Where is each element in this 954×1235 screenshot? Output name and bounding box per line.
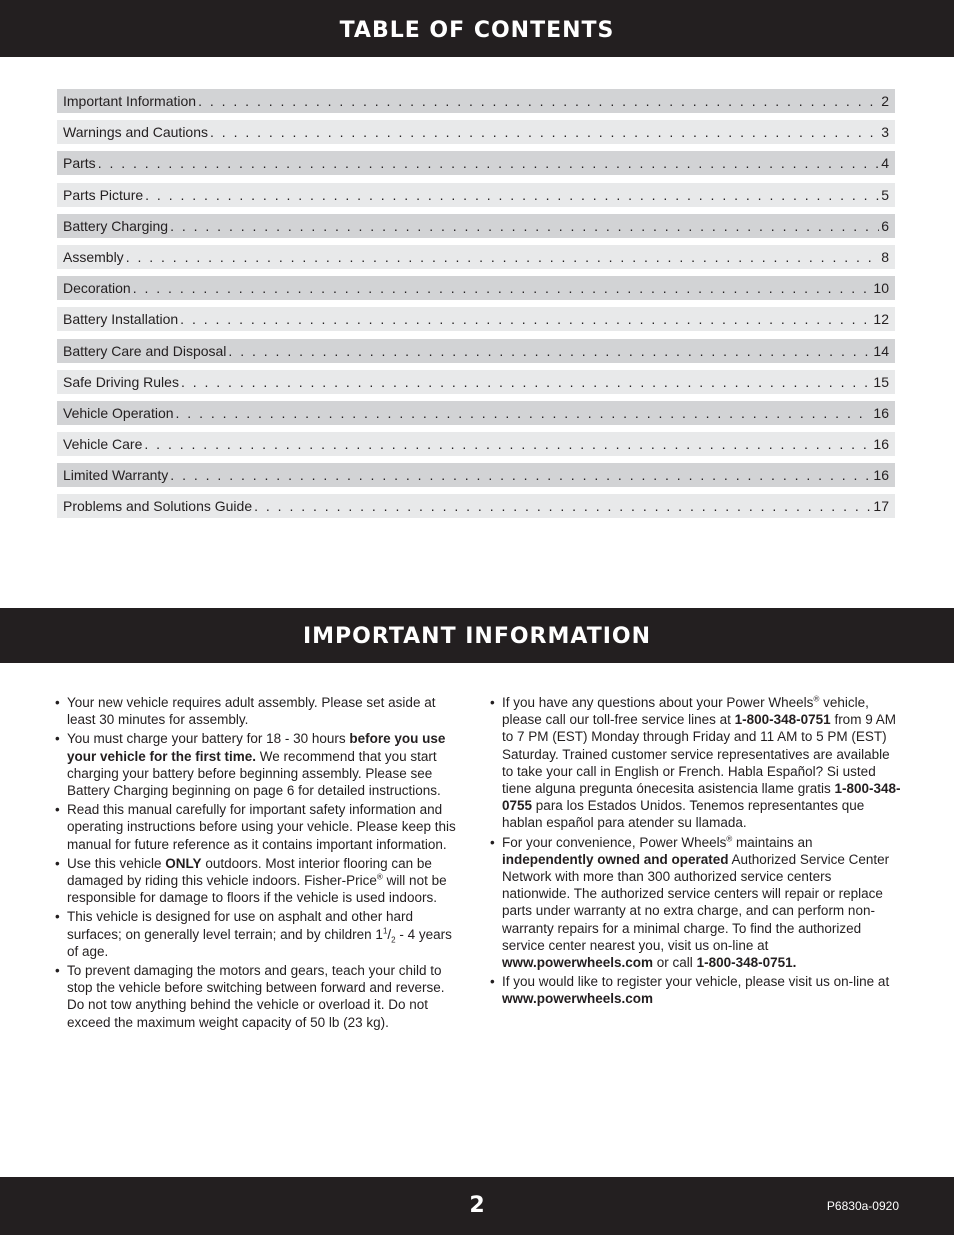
toc-entry-page: 16 xyxy=(873,467,889,484)
phone-number-spanish: 1-800-348-0755 xyxy=(502,781,901,814)
toc-leader-dots xyxy=(228,343,871,359)
toc-entry[interactable] xyxy=(57,339,895,363)
info-bullet-assembly: • Your new vehicle requires adult assembly. Please set aside at least 30 minutes for assembly. xyxy=(55,694,465,728)
toc-entry-page: 6 xyxy=(881,217,889,234)
website-link[interactable]: www.powerwheels.com xyxy=(502,955,654,971)
info-bullet-read-manual: • Read this manual carefully for important safety information and operating instructions before using your vehicle. Please keep this manual for future reference as it contains important information. xyxy=(55,801,465,853)
toc-leader-dots xyxy=(145,187,879,203)
toc-entry[interactable] xyxy=(57,214,895,238)
toc-entry-title: Battery Care and Disposal xyxy=(63,342,227,359)
toc-entry[interactable] xyxy=(57,120,895,144)
page-footer xyxy=(0,1177,954,1235)
toc-leader-dots xyxy=(98,155,880,171)
toc-entry-title: Warnings and Cautions xyxy=(63,124,209,141)
toc-entry-page: 10 xyxy=(873,280,889,297)
toc-entry[interactable] xyxy=(57,494,895,518)
toc-entry-title: Parts Picture xyxy=(63,186,144,203)
toc-entry[interactable] xyxy=(57,463,895,487)
toc-entry-title: Safe Driving Rules xyxy=(63,373,179,390)
toc-entry-page: 5 xyxy=(881,186,889,203)
toc-entry[interactable] xyxy=(57,432,895,456)
info-bullet-motors: • To prevent damaging the motors and gears, teach your child to stop the vehicle before switching between forward and reverse. Do not tow anything behind the vehicle or overload it. Do not exceed the maximum weight capacity of 50 lb (23 kg). xyxy=(55,962,465,1031)
toc-entry-title: Important Information xyxy=(63,93,197,109)
toc-entry-page: 12 xyxy=(873,311,889,328)
info-right-column xyxy=(490,694,902,1010)
page-number: 2 xyxy=(469,1193,485,1218)
toc-entry-title: Battery Charging xyxy=(63,217,169,234)
phone-number: 1-800-348-0751 xyxy=(734,712,831,728)
info-bullet-charging: • You must charge your battery for 18 - 30 hours before you use your vehicle for the first time. We recommend that you start charging your battery before beginning assembly. Please see Battery Charging beginning on page 6 for detailed instructions. xyxy=(55,730,465,799)
phone-number: 1-800-348-0751. xyxy=(696,955,797,971)
toc-entry-page: 8 xyxy=(881,248,889,265)
toc-entry-title: Vehicle Care xyxy=(63,436,143,453)
toc-leader-dots xyxy=(180,311,871,327)
toc-entry[interactable] xyxy=(57,370,895,394)
document-code: P6830a-0920 xyxy=(826,1199,899,1213)
toc-entry-page: 3 xyxy=(881,124,889,141)
toc-leader-dots xyxy=(181,374,871,390)
toc-heading: TABLE OF CONTENTS xyxy=(339,18,615,43)
toc-entry-page: 16 xyxy=(873,404,889,421)
info-left-column xyxy=(55,694,465,1033)
toc-entry-title: Battery Installation xyxy=(63,311,179,328)
toc-entry[interactable] xyxy=(57,151,895,175)
toc-entry-page: 15 xyxy=(873,373,889,390)
toc-entry-page: 16 xyxy=(873,436,889,453)
important-info-heading: IMPORTANT INFORMATION xyxy=(302,624,652,649)
toc-leader-dots xyxy=(126,249,880,265)
info-bullet-service-centers: • For your convenience, Power Wheels® maintains an independently owned and operated Authorized Service Center Network with more than 300 authorized service centers nationwide. The authorized service centers will repair or replace parts under warranty at no extra charge, and can perform non-warranty repairs for a minimal charge. To find the authorized service center nearest you, visit us on-line at www.powerwheels.com or call 1-800-348-0751. xyxy=(490,834,902,972)
info-bullet-terrain: • This vehicle is designed for use on asphalt and other hard surfaces; on generally level terrain; and by children $1^1/_2 - 4$ years of age. xyxy=(55,908,465,960)
toc-entry-page: 4 xyxy=(881,155,889,172)
toc-entry[interactable] xyxy=(57,183,895,207)
toc-entry-page: 2 xyxy=(881,93,889,109)
toc-entry[interactable] xyxy=(57,401,895,425)
info-bullet-register: • If you would like to register your vehicle, please visit us on-line at www.powerwheels.com xyxy=(490,973,902,1007)
info-bullet-questions: • If you have any questions about your Power Wheels® vehicle, please call our toll-free service lines at 1-800-348-0751 from 9 AM to 7 PM (EST) Monday through Friday and 11 AM to 5 PM (EST) Saturday. Trained customer service representatives are available to take your call in English or French. Habla Español? Si usted tiene alguna pregunta ónecesita asistencia llame gratis 1-800-348-0755 para los Estados Unidos. Tenemos representantes que hablan español para atender su llamada. xyxy=(490,694,902,832)
toc-entry-page: 17 xyxy=(873,498,889,515)
toc-entry-title: Decoration xyxy=(63,280,131,297)
important-info-heading-banner xyxy=(0,608,954,663)
toc-entry-title: Assembly xyxy=(63,248,124,265)
toc-leader-dots xyxy=(133,280,872,296)
toc-entry[interactable] xyxy=(57,276,895,300)
toc-entry-page: 14 xyxy=(873,342,889,359)
toc-leader-dots xyxy=(176,405,872,421)
toc-leader-dots xyxy=(210,124,879,140)
toc-entry-title: Parts xyxy=(63,155,96,172)
toc-entry[interactable] xyxy=(57,89,895,113)
toc-entry-title: Problems and Solutions Guide xyxy=(63,498,253,515)
toc-leader-dots xyxy=(170,218,879,234)
toc-leader-dots xyxy=(170,467,871,483)
table-of-contents xyxy=(57,89,895,526)
toc-leader-dots xyxy=(198,93,879,109)
toc-entry[interactable] xyxy=(57,245,895,269)
toc-entry-title: Limited Warranty xyxy=(63,467,169,484)
website-link[interactable]: www.powerwheels.com xyxy=(502,991,654,1007)
toc-leader-dots xyxy=(254,498,871,514)
toc-entry[interactable] xyxy=(57,307,895,331)
toc-entry-title: Vehicle Operation xyxy=(63,404,174,421)
info-bullet-outdoors: • Use this vehicle ONLY outdoors. Most interior flooring can be damaged by riding this vehicle indoors. Fisher-Price® will not be responsible for damage to floors if the vehicle is used indoors. xyxy=(55,855,465,907)
toc-heading-banner xyxy=(0,0,954,57)
toc-leader-dots xyxy=(144,436,871,452)
